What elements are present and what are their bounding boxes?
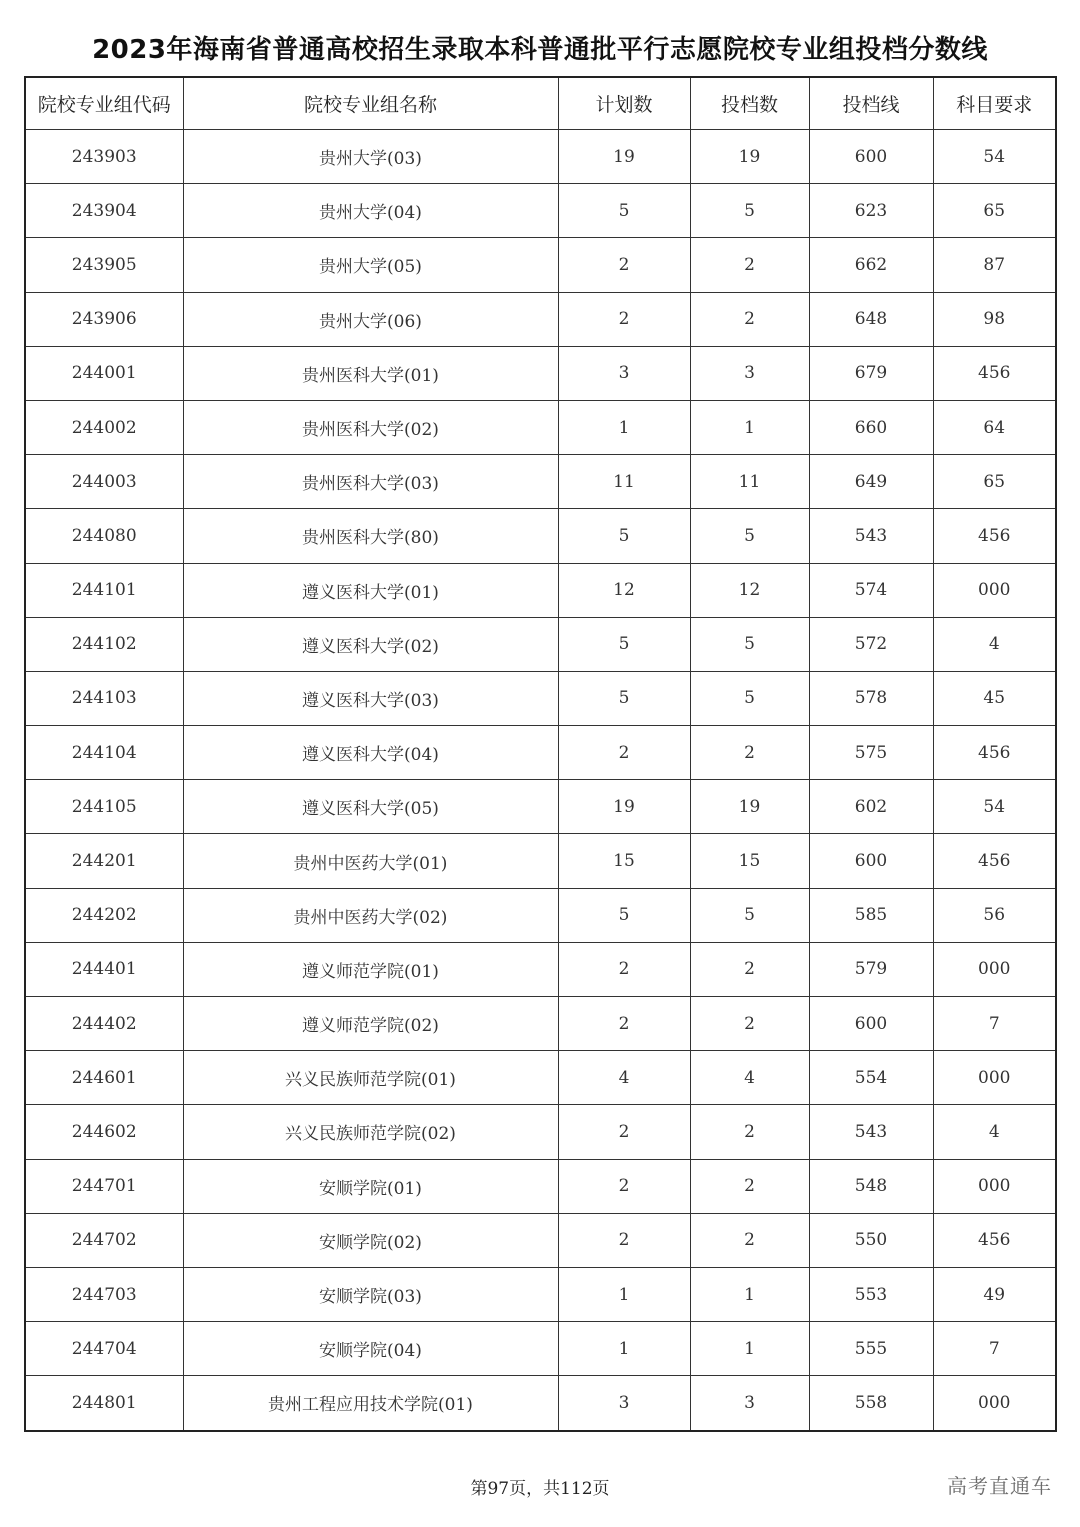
table-row — [25, 834, 1056, 888]
cell-subject-requirement: 64 — [933, 400, 1056, 454]
cell-cutoff-score: 572 — [809, 617, 933, 671]
cell-subject-requirement: 65 — [933, 455, 1056, 509]
cell-filed-count: 1 — [690, 1267, 809, 1321]
cell-plan-count: 2 — [558, 1105, 690, 1159]
cell-filed-count: 5 — [690, 671, 809, 725]
cell-subject-requirement: 54 — [933, 780, 1056, 834]
header-cutoff-score: 投档线 — [809, 77, 933, 130]
cell-group-code: 243905 — [25, 238, 183, 292]
cell-group-code: 244704 — [25, 1322, 183, 1376]
cell-filed-count: 12 — [690, 563, 809, 617]
cell-filed-count: 5 — [690, 509, 809, 563]
table-row — [25, 726, 1056, 780]
table-row — [25, 1376, 1056, 1431]
cell-plan-count: 2 — [558, 238, 690, 292]
cell-group-code: 244102 — [25, 617, 183, 671]
cell-filed-count: 2 — [690, 238, 809, 292]
table-row — [25, 1159, 1056, 1213]
cell-subject-requirement: 456 — [933, 834, 1056, 888]
cell-filed-count: 5 — [690, 888, 809, 942]
table-row — [25, 130, 1056, 184]
cell-cutoff-score: 553 — [809, 1267, 933, 1321]
cell-group-code: 244001 — [25, 346, 183, 400]
cell-plan-count: 1 — [558, 1267, 690, 1321]
cell-subject-requirement: 98 — [933, 292, 1056, 346]
cell-group-code: 244602 — [25, 1105, 183, 1159]
table-row — [25, 1051, 1056, 1105]
cell-plan-count: 4 — [558, 1051, 690, 1105]
cell-group-name: 遵义医科大学(04) — [183, 726, 558, 780]
cell-cutoff-score: 602 — [809, 780, 933, 834]
cell-plan-count: 2 — [558, 1213, 690, 1267]
watermark-text: 高考直通车 — [947, 1474, 1052, 1498]
cell-plan-count: 5 — [558, 671, 690, 725]
cell-group-name: 贵州医科大学(80) — [183, 509, 558, 563]
cell-group-code: 244601 — [25, 1051, 183, 1105]
cell-group-code: 244104 — [25, 726, 183, 780]
cell-filed-count: 2 — [690, 1105, 809, 1159]
cell-plan-count: 1 — [558, 400, 690, 454]
cell-group-code: 244101 — [25, 563, 183, 617]
cell-plan-count: 2 — [558, 292, 690, 346]
table-row — [25, 509, 1056, 563]
cell-subject-requirement: 456 — [933, 346, 1056, 400]
cell-subject-requirement: 54 — [933, 130, 1056, 184]
cell-subject-requirement: 000 — [933, 1376, 1056, 1431]
header-group-code: 院校专业组代码 — [25, 77, 183, 130]
cell-subject-requirement: 456 — [933, 509, 1056, 563]
cell-plan-count: 3 — [558, 1376, 690, 1431]
cell-filed-count: 4 — [690, 1051, 809, 1105]
table-row — [25, 1322, 1056, 1376]
cell-subject-requirement: 7 — [933, 1322, 1056, 1376]
table-row — [25, 184, 1056, 238]
table-row — [25, 563, 1056, 617]
cell-group-name: 安顺学院(01) — [183, 1159, 558, 1213]
cell-plan-count: 5 — [558, 184, 690, 238]
cell-cutoff-score: 558 — [809, 1376, 933, 1431]
cell-group-name: 贵州大学(04) — [183, 184, 558, 238]
cell-plan-count: 12 — [558, 563, 690, 617]
cell-cutoff-score: 575 — [809, 726, 933, 780]
cell-filed-count: 3 — [690, 346, 809, 400]
table-row — [25, 780, 1056, 834]
page-number: 第97页，共112页 — [470, 1479, 610, 1499]
cell-cutoff-score: 660 — [809, 400, 933, 454]
cell-subject-requirement: 000 — [933, 563, 1056, 617]
cell-subject-requirement: 56 — [933, 888, 1056, 942]
cell-group-code: 244201 — [25, 834, 183, 888]
cell-group-code: 243904 — [25, 184, 183, 238]
table-row — [25, 888, 1056, 942]
cell-group-code: 244801 — [25, 1376, 183, 1431]
cell-subject-requirement: 000 — [933, 1051, 1056, 1105]
cell-cutoff-score: 579 — [809, 942, 933, 996]
cell-group-code: 243903 — [25, 130, 183, 184]
header-subject-requirement: 科目要求 — [933, 77, 1056, 130]
page-title: 2023年海南省普通高校招生录取本科普通批平行志愿院校专业组投档分数线 — [92, 35, 988, 65]
cell-cutoff-score: 600 — [809, 130, 933, 184]
score-table-container — [24, 76, 1055, 1432]
cell-group-name: 遵义师范学院(02) — [183, 997, 558, 1051]
cell-filed-count: 2 — [690, 1213, 809, 1267]
cell-plan-count: 19 — [558, 780, 690, 834]
cell-group-name: 遵义医科大学(05) — [183, 780, 558, 834]
cell-group-name: 遵义医科大学(02) — [183, 617, 558, 671]
cell-group-code: 244402 — [25, 997, 183, 1051]
header-group-name: 院校专业组名称 — [183, 77, 558, 130]
cell-group-name: 安顺学院(02) — [183, 1213, 558, 1267]
table-row — [25, 400, 1056, 454]
cell-group-code: 244702 — [25, 1213, 183, 1267]
cell-cutoff-score: 600 — [809, 997, 933, 1051]
table-body — [25, 130, 1056, 1431]
cell-group-name: 贵州医科大学(03) — [183, 455, 558, 509]
cell-group-code: 244002 — [25, 400, 183, 454]
cell-filed-count: 1 — [690, 400, 809, 454]
cell-group-name: 贵州中医药大学(02) — [183, 888, 558, 942]
cell-cutoff-score: 550 — [809, 1213, 933, 1267]
header-plan-count: 计划数 — [558, 77, 690, 130]
cell-group-name: 兴义民族师范学院(02) — [183, 1105, 558, 1159]
cell-filed-count: 1 — [690, 1322, 809, 1376]
cell-subject-requirement: 7 — [933, 997, 1056, 1051]
cell-filed-count: 2 — [690, 292, 809, 346]
cell-plan-count: 15 — [558, 834, 690, 888]
cell-plan-count: 19 — [558, 130, 690, 184]
cell-cutoff-score: 555 — [809, 1322, 933, 1376]
cell-plan-count: 2 — [558, 997, 690, 1051]
cell-subject-requirement: 87 — [933, 238, 1056, 292]
cell-filed-count: 2 — [690, 1159, 809, 1213]
table-row — [25, 997, 1056, 1051]
cell-plan-count: 2 — [558, 1159, 690, 1213]
cell-plan-count: 1 — [558, 1322, 690, 1376]
table-row — [25, 671, 1056, 725]
table-row — [25, 1105, 1056, 1159]
table-row — [25, 292, 1056, 346]
cell-plan-count: 5 — [558, 617, 690, 671]
cell-group-code: 244703 — [25, 1267, 183, 1321]
cell-group-code: 244080 — [25, 509, 183, 563]
cell-subject-requirement: 4 — [933, 617, 1056, 671]
cell-cutoff-score: 623 — [809, 184, 933, 238]
cell-cutoff-score: 554 — [809, 1051, 933, 1105]
cell-subject-requirement: 000 — [933, 942, 1056, 996]
cell-group-name: 安顺学院(03) — [183, 1267, 558, 1321]
cell-subject-requirement: 49 — [933, 1267, 1056, 1321]
cell-cutoff-score: 543 — [809, 1105, 933, 1159]
cell-group-code: 244401 — [25, 942, 183, 996]
table-header-row — [25, 77, 1056, 130]
cell-filed-count: 2 — [690, 726, 809, 780]
table-row — [25, 1267, 1056, 1321]
cell-group-name: 贵州大学(06) — [183, 292, 558, 346]
cell-filed-count: 2 — [690, 997, 809, 1051]
cell-cutoff-score: 578 — [809, 671, 933, 725]
cell-subject-requirement: 456 — [933, 726, 1056, 780]
cell-group-code: 244103 — [25, 671, 183, 725]
cell-group-code: 244105 — [25, 780, 183, 834]
header-filed-count: 投档数 — [690, 77, 809, 130]
cell-plan-count: 2 — [558, 726, 690, 780]
cell-filed-count: 19 — [690, 130, 809, 184]
cell-plan-count: 3 — [558, 346, 690, 400]
cell-group-name: 贵州大学(05) — [183, 238, 558, 292]
table-row — [25, 942, 1056, 996]
cell-subject-requirement: 65 — [933, 184, 1056, 238]
table-row — [25, 617, 1056, 671]
cell-group-name: 贵州工程应用技术学院(01) — [183, 1376, 558, 1431]
cell-cutoff-score: 649 — [809, 455, 933, 509]
cell-group-name: 安顺学院(04) — [183, 1322, 558, 1376]
cell-filed-count: 5 — [690, 617, 809, 671]
cell-group-code: 244202 — [25, 888, 183, 942]
cell-cutoff-score: 679 — [809, 346, 933, 400]
cell-group-name: 遵义师范学院(01) — [183, 942, 558, 996]
cell-filed-count: 19 — [690, 780, 809, 834]
cell-plan-count: 11 — [558, 455, 690, 509]
cell-cutoff-score: 662 — [809, 238, 933, 292]
cell-group-name: 贵州医科大学(02) — [183, 400, 558, 454]
cell-subject-requirement: 456 — [933, 1213, 1056, 1267]
cell-filed-count: 15 — [690, 834, 809, 888]
cell-subject-requirement: 45 — [933, 671, 1056, 725]
cell-plan-count: 5 — [558, 888, 690, 942]
cell-group-code: 244701 — [25, 1159, 183, 1213]
cell-plan-count: 5 — [558, 509, 690, 563]
cell-subject-requirement: 000 — [933, 1159, 1056, 1213]
cell-subject-requirement: 4 — [933, 1105, 1056, 1159]
cell-group-name: 遵义医科大学(01) — [183, 563, 558, 617]
cell-cutoff-score: 574 — [809, 563, 933, 617]
cell-filed-count: 11 — [690, 455, 809, 509]
cell-group-code: 244003 — [25, 455, 183, 509]
table-row — [25, 346, 1056, 400]
cell-filed-count: 2 — [690, 942, 809, 996]
cell-group-name: 贵州中医药大学(01) — [183, 834, 558, 888]
table-row — [25, 238, 1056, 292]
cell-filed-count: 3 — [690, 1376, 809, 1431]
cell-group-name: 遵义医科大学(03) — [183, 671, 558, 725]
cell-group-code: 243906 — [25, 292, 183, 346]
cell-cutoff-score: 600 — [809, 834, 933, 888]
cell-plan-count: 2 — [558, 942, 690, 996]
cell-cutoff-score: 543 — [809, 509, 933, 563]
table-row — [25, 1213, 1056, 1267]
score-table — [24, 76, 1057, 1432]
cell-group-name: 兴义民族师范学院(01) — [183, 1051, 558, 1105]
cell-cutoff-score: 548 — [809, 1159, 933, 1213]
cell-cutoff-score: 648 — [809, 292, 933, 346]
table-row — [25, 455, 1056, 509]
cell-filed-count: 5 — [690, 184, 809, 238]
cell-cutoff-score: 585 — [809, 888, 933, 942]
cell-group-name: 贵州医科大学(01) — [183, 346, 558, 400]
cell-group-name: 贵州大学(03) — [183, 130, 558, 184]
